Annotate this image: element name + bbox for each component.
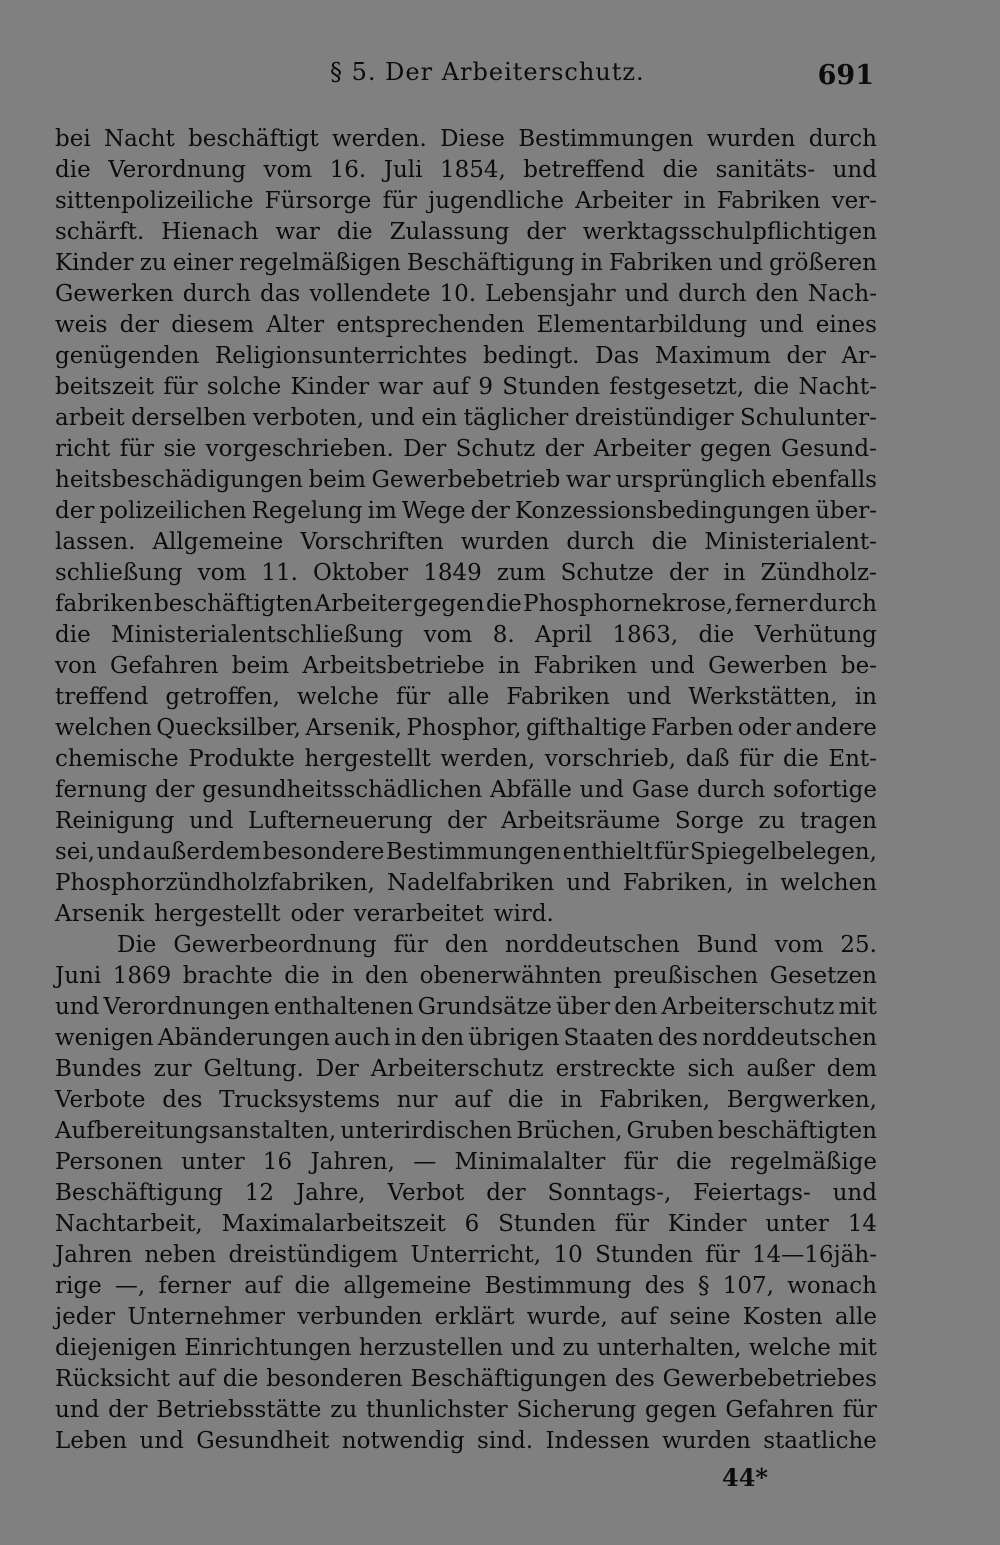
text-line: Kinder zu einer regelmäßigen Beschäftigung in Fabriken und größeren [55,250,877,276]
text-line: schließung vom 11. Oktober 1849 zum Schutze der in Zündholz- [55,560,877,586]
text-line: treffend getroffen, welche für alle Fabriken und Werkstätten, in [55,684,877,710]
text-line: Aufbereitungsanstalten, unterirdischen Brüchen, Gruben beschäftigten [55,1118,877,1144]
text-line: Rücksicht auf die besonderen Beschäftigungen des Gewerbebetriebes [55,1366,877,1392]
text-line: und Verordnungen enthaltenen Grundsätze über den Arbeiterschutz mit [55,994,877,1020]
text-line: Die Gewerbeordnung für den norddeutschen Bund vom 25. [117,932,877,958]
text-line: genügenden Religionsunterrichtes bedingt. Das Maximum der Ar- [55,343,877,369]
text-line: fernung der gesundheitsschädlichen Abfälle und Gase durch sofortige [55,777,877,803]
text-line: Juni 1869 brachte die in den obenerwähnten preußischen Gesetzen [55,963,877,989]
text-line: beitszeit für solche Kinder war auf 9 Stunden festgesetzt, die Nacht- [55,374,877,400]
body-text [55,124,877,1457]
text-line: chemische Produkte hergestellt werden, vorschrieb, daß für die Ent- [55,746,877,772]
text-line: welchen Quecksilber, Arsenik, Phosphor, gifthaltige Farben oder andere [55,715,877,741]
text-line: arbeit derselben verboten, und ein täglicher dreistündiger Schulunter- [55,405,877,431]
signature-mark: 44* [722,1463,768,1492]
text-line: Leben und Gesundheit notwendig sind. Indessen wurden staatliche [55,1428,877,1454]
text-line: schärft. Hienach war die Zulassung der werktagsschulpflichtigen [55,219,877,245]
paragraph-1 [55,124,877,930]
text-line: Beschäftigung 12 Jahre, Verbot der Sonntags-, Feiertags- und [55,1180,877,1206]
text-line: Reinigung und Lufterneuerung der Arbeitsräume Sorge zu tragen [55,808,877,834]
text-line: sei, und außerdem besondere Bestimmungen enthielt für Spiegelbelegen, [55,839,877,865]
text-line: fabriken beschäftigten Arbeiter gegen die Phosphornekrose, ferner durch [55,591,877,617]
text-line: sittenpolizeiliche Fürsorge für jugendliche Arbeiter in Fabriken ver- [55,188,877,214]
text-line: diejenigen Einrichtungen herzustellen und zu unterhalten, welche mit [55,1335,877,1361]
text-line: jeder Unternehmer verbunden erklärt wurde, auf seine Kosten alle [55,1304,877,1330]
text-line: lassen. Allgemeine Vorschriften wurden durch die Ministerialent- [55,529,877,555]
text-line: heitsbeschädigungen beim Gewerbebetrieb war ursprünglich ebenfalls [55,467,877,493]
text-line: Arsenik hergestellt oder verarbeitet wird. [55,901,554,927]
text-line: Gewerken durch das vollendete 10. Lebensjahr und durch den Nach- [55,281,877,307]
text-line: bei Nacht beschäftigt werden. Diese Bestimmungen wurden durch [55,126,877,152]
text-line: Bundes zur Geltung. Der Arbeiterschutz erstreckte sich außer dem [55,1056,877,1082]
text-line: von Gefahren beim Arbeitsbetriebe in Fabriken und Gewerben be- [55,653,877,679]
text-line: richt für sie vorgeschrieben. Der Schutz der Arbeiter gegen Gesund- [55,436,877,462]
running-head: § 5. Der Arbeiterschutz. [330,58,645,86]
text-line: Phosphorzündholzfabriken, Nadelfabriken und Fabriken, in welchen [55,870,877,896]
text-line: weis der diesem Alter entsprechenden Elementarbildung und eines [55,312,877,338]
text-line: Personen unter 16 Jahren, — Minimalalter für die regelmäßige [55,1149,877,1175]
text-line: und der Betriebsstätte zu thunlichster Sicherung gegen Gefahren für [55,1397,877,1423]
text-line: rige —, ferner auf die allgemeine Bestimmung des § 107, wonach [55,1273,877,1299]
text-line: die Ministerialentschließung vom 8. April 1863, die Verhütung [55,622,877,648]
text-line: Verbote des Trucksystems nur auf die in Fabriken, Bergwerken, [55,1087,877,1113]
text-line: die Verordnung vom 16. Juli 1854, betreffend die sanitäts- und [55,157,877,183]
paragraph-2 [55,930,877,1457]
text-line: Jahren neben dreistündigem Unterricht, 10 Stunden für 14—16jäh- [55,1242,877,1268]
text-line: wenigen Abänderungen auch in den übrigen Staaten des norddeutschen [55,1025,877,1051]
text-line: der polizeilichen Regelung im Wege der Konzessionsbedingungen über- [55,498,877,524]
page-number: 691 [817,60,874,91]
text-line: Nachtarbeit, Maximalarbeitszeit 6 Stunden für Kinder unter 14 [55,1211,877,1237]
